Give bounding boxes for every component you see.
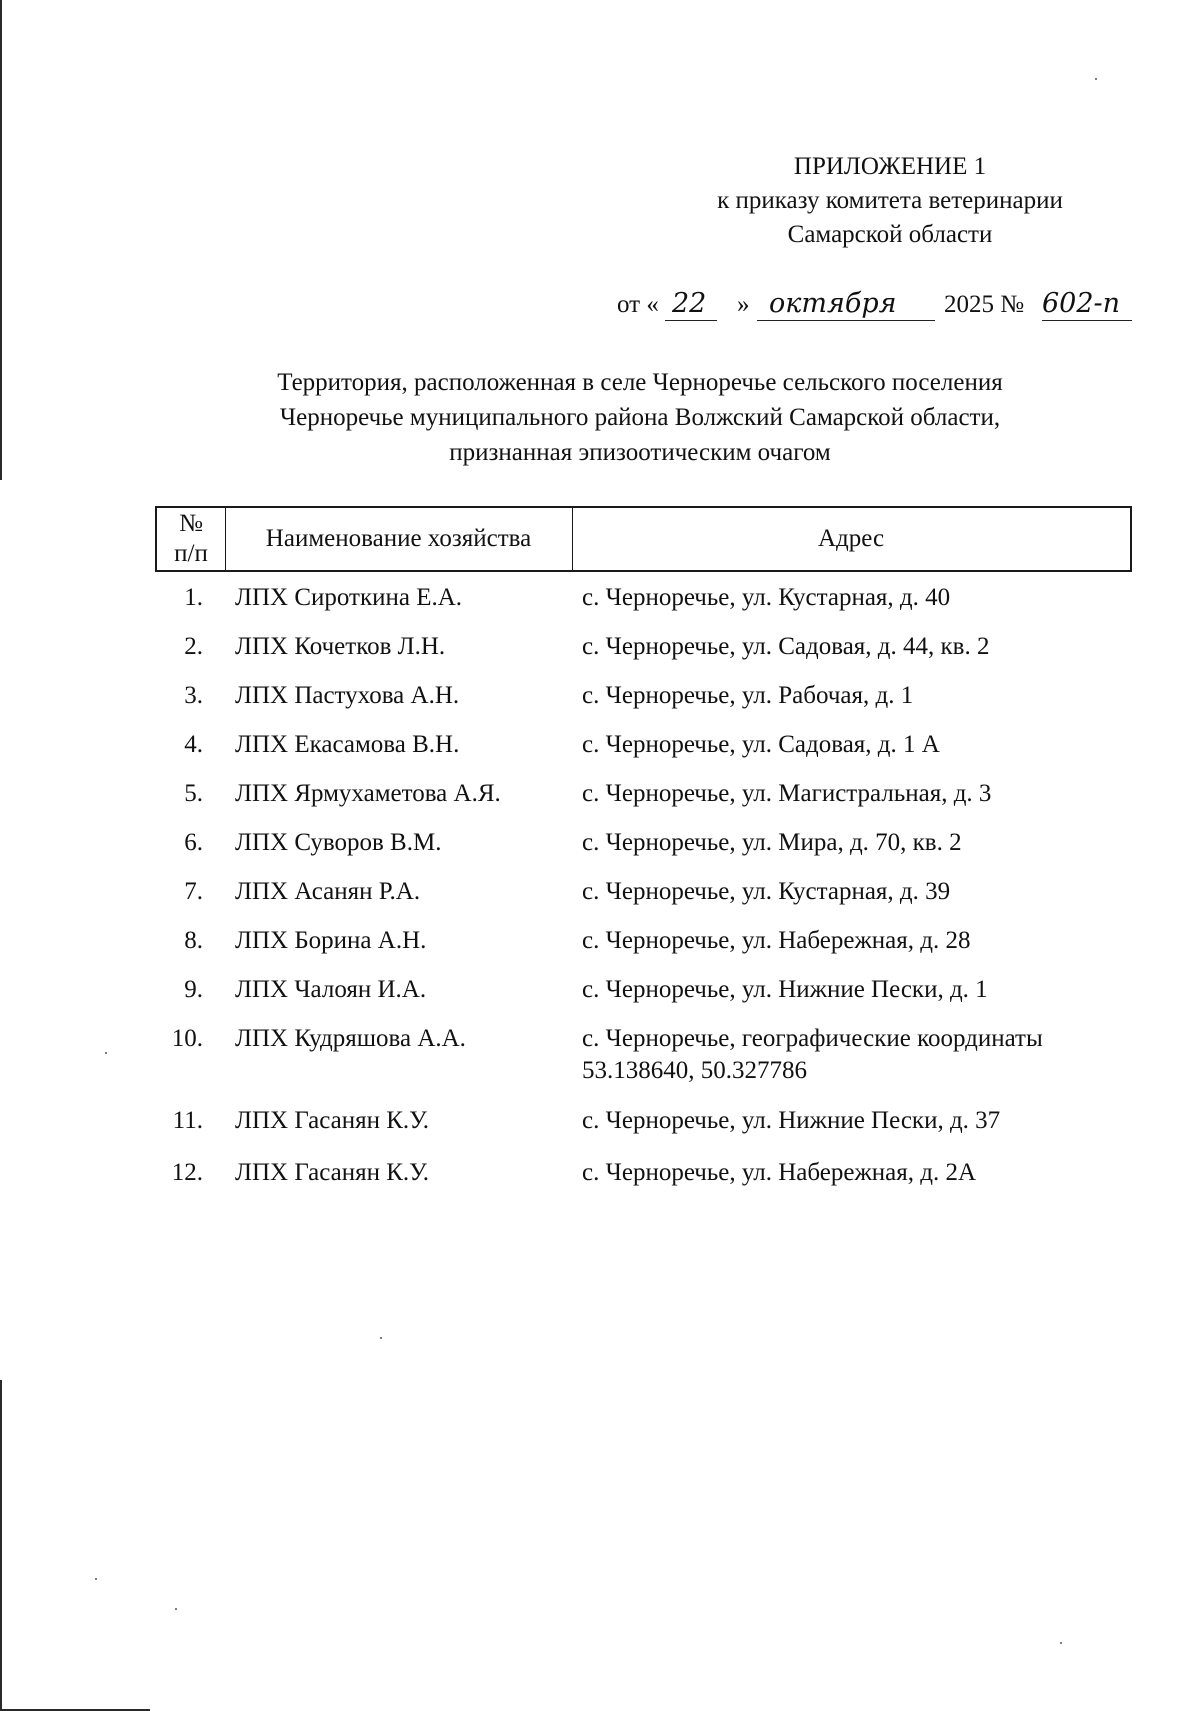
row-address: с. Черноречье, ул. Нижние Пески, д. 1 <box>582 976 988 1003</box>
row-number: 5. <box>184 780 203 807</box>
table-row <box>155 582 1132 631</box>
header-number <box>157 508 226 570</box>
row-number: 8. <box>184 927 203 954</box>
table-row <box>155 729 1132 778</box>
scan-edge <box>0 1380 2 1711</box>
header-number-sign: № <box>179 510 203 537</box>
row-address: с. Черноречье, ул. Нижние Пески, д. 37 <box>582 1107 1001 1134</box>
row-household: ЛПХ Пастухова А.Н. <box>235 682 460 709</box>
appendix-region: Самарской области <box>787 221 993 248</box>
scan-speck <box>380 1337 382 1339</box>
row-household: ЛПХ Кочетков Л.Н. <box>235 633 446 660</box>
row-address: с. Черноречье, ул. Кустарная, д. 40 <box>582 584 951 611</box>
day-underline <box>665 320 717 321</box>
row-address: с. Черноречье, ул. Магистральная, д. 3 <box>582 780 992 807</box>
table-row <box>155 1105 1132 1157</box>
heading-line-3: признанная эпизоотическим очагом <box>449 439 831 466</box>
order-year-number-label: 2025 № <box>944 291 1025 318</box>
order-number: 602-п <box>1042 288 1121 319</box>
row-number: 9. <box>184 976 203 1003</box>
row-household: ЛПХ Гасанян К.У. <box>235 1107 430 1134</box>
table-row <box>155 680 1132 729</box>
row-number: 1. <box>184 584 203 611</box>
document-heading <box>140 365 1140 470</box>
row-household: ЛПХ Сироткина Е.А. <box>235 584 463 611</box>
row-number: 4. <box>184 731 203 758</box>
order-date-prefix: от « <box>617 291 659 318</box>
row-address <box>582 1023 1142 1087</box>
table-row <box>155 925 1132 974</box>
row-household: ЛПХ Ярмухаметова А.Я. <box>235 780 501 807</box>
table-row <box>155 631 1132 680</box>
scan-edge <box>0 0 2 480</box>
order-date-line <box>617 285 1157 325</box>
heading-line-2: Черноречье муниципального района Волжский Самарской области, <box>279 404 1001 431</box>
appendix-reference: к приказу комитета ветеринарии <box>717 187 1063 214</box>
header-number-pp: п/п <box>174 540 208 567</box>
row-household: ЛПХ Гасанян К.У. <box>235 1159 430 1186</box>
order-day: 22 <box>672 288 707 319</box>
row-address: с. Черноречье, ул. Рабочая, д. 1 <box>582 682 914 709</box>
heading-line-1: Территория, расположенная в селе Черноречье сельского поселения <box>277 369 1003 396</box>
row-address-line-2: 53.138640, 50.327786 <box>582 1057 807 1084</box>
row-household: ЛПХ Екасамова В.Н. <box>235 731 460 758</box>
row-number: 6. <box>184 829 203 856</box>
appendix-title: ПРИЛОЖЕНИЕ 1 <box>793 153 987 180</box>
row-number: 11. <box>172 1107 203 1134</box>
row-number: 3. <box>184 682 203 709</box>
row-address: с. Черноречье, ул. Садовая, д. 1 А <box>582 731 940 758</box>
table-row <box>155 1157 1132 1206</box>
table-row <box>155 876 1132 925</box>
scan-speck <box>1095 78 1097 80</box>
scan-speck <box>175 1608 177 1610</box>
header-household-name: Наименование хозяйства <box>225 508 573 570</box>
row-address-line-1: с. Черноречье, географические координаты <box>582 1025 1043 1052</box>
scan-speck <box>105 1052 107 1054</box>
row-address: с. Черноречье, ул. Набережная, д. 28 <box>582 927 971 954</box>
row-number: 12. <box>171 1159 203 1186</box>
table-row <box>155 778 1132 827</box>
scan-speck <box>95 1578 97 1580</box>
table-header <box>155 506 1132 572</box>
row-address: с. Черноречье, ул. Мира, д. 70, кв. 2 <box>582 829 962 856</box>
row-number: 7. <box>184 878 203 905</box>
month-underline <box>757 320 935 321</box>
table-row <box>155 1023 1132 1105</box>
header-address: Адрес <box>817 525 885 552</box>
scan-speck <box>1060 1642 1062 1644</box>
order-month: октября <box>769 288 897 319</box>
households-table <box>155 506 1132 1206</box>
row-address: с. Черноречье, ул. Набережная, д. 2А <box>582 1159 976 1186</box>
row-address: с. Черноречье, ул. Кустарная, д. 39 <box>582 878 951 905</box>
number-underline <box>1042 320 1132 321</box>
table-row <box>155 974 1132 1023</box>
row-household: ЛПХ Чалоян И.А. <box>235 976 427 1003</box>
order-date-mid: » <box>737 291 750 318</box>
appendix-header <box>640 150 1120 252</box>
row-household: ЛПХ Кудряшова А.А. <box>235 1025 466 1052</box>
row-household: ЛПХ Асанян Р.А. <box>235 878 421 905</box>
table-row <box>155 827 1132 876</box>
row-household: ЛПХ Суворов В.М. <box>235 829 442 856</box>
row-household: ЛПХ Борина А.Н. <box>235 927 427 954</box>
row-number: 2. <box>184 633 203 660</box>
row-number: 10. <box>171 1025 203 1052</box>
row-address: с. Черноречье, ул. Садовая, д. 44, кв. 2 <box>582 633 990 660</box>
